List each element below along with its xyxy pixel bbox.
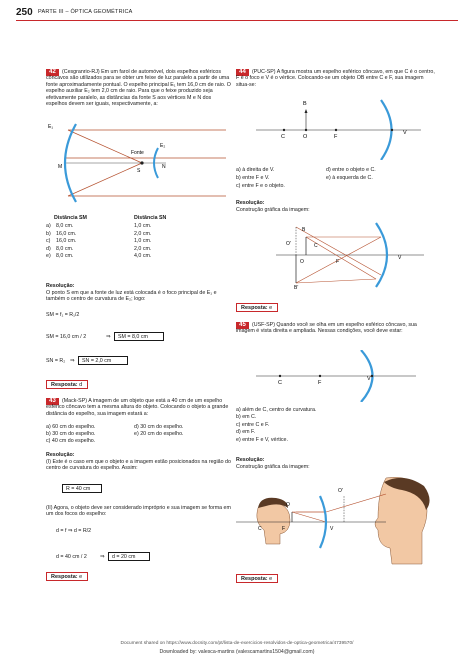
label-f: F <box>318 380 322 386</box>
q43-part1: (I) Este é o caso em que o objeto e a imagem estão posicionados na região do centro de curvatura do espelho. Assim: <box>46 459 231 472</box>
q43-number: 43 <box>46 398 59 405</box>
q45-answer: Resposta: e <box>236 574 278 583</box>
label-c: C <box>258 526 262 532</box>
q43-resolution-title: Resolução: <box>46 452 75 458</box>
q44-opt-b: b) entre F e V. <box>236 175 270 181</box>
q42-eq2-box: SM = 8,0 cm <box>114 332 164 341</box>
q42-col-sm: Distância SM <box>54 215 87 221</box>
q42-eq1: SM = f₁ = R₁/2 <box>46 312 80 318</box>
label-b1: B' <box>294 285 299 289</box>
q42-eq3-left: SN = R₂ <box>46 358 66 364</box>
q42-eq3-box: SN = 2,0 cm <box>78 356 128 365</box>
q42-resolution-title: Resolução: <box>46 283 75 289</box>
label-o1: O' <box>286 241 291 247</box>
label-e1: E₁ <box>48 124 54 130</box>
label-fonte: Fonte <box>131 150 144 156</box>
q45-resolution-figure <box>236 474 436 566</box>
face-icon-image <box>375 477 430 564</box>
q43-opt-a: a) 60 cm do espelho. <box>46 424 96 430</box>
q45-option-4: e) entre F e V, vértice. <box>236 436 288 443</box>
q44-resolution-figure <box>236 217 436 289</box>
label-b: B <box>302 227 306 233</box>
label-o: O <box>300 259 304 265</box>
q42-option-row: a) 8,0 cm. 1,0 cm. <box>46 223 152 229</box>
label-m: M <box>58 164 63 170</box>
q42-answer: Resposta: d <box>46 380 88 389</box>
q42-options <box>46 223 226 261</box>
label-o: O <box>303 134 308 140</box>
q45-option-2: c) entre C e F. <box>236 421 270 428</box>
page-number: 250 <box>16 7 33 18</box>
q45-resolution-title: Resolução: <box>236 457 265 463</box>
label-n: N <box>162 164 166 170</box>
label-v: V <box>403 130 407 136</box>
label-b: B <box>303 101 307 107</box>
q42-resolution-text: O ponto S em que a fonte de luz está colocada é o foco principal de E₁ e também o centro de curvatura de E₂; logo: <box>46 290 217 303</box>
q43-opt-d: d) 30 cm do espelho. <box>134 424 184 430</box>
q43-opt-b: b) 30 cm do espelho. <box>46 431 96 437</box>
q42-option-row: e) 8,0 cm. 4,0 cm. <box>46 253 152 259</box>
q45-resolution-text: Construção gráfica da imagem: <box>236 464 310 470</box>
label-f: F <box>336 259 340 265</box>
q44-statement: (PUC-SP) A figura mostra um espelho esférico côncavo, em que C é o centro, F é o foco e V é o vértice. Colocando-se um objeto OB entre C e F, sua imagem situa-se: <box>236 69 435 88</box>
q44-opt-e: e) à esquerda de C. <box>326 175 373 181</box>
q44-opt-c: c) entre F e o objeto. <box>236 183 285 189</box>
q43-eq2-left: d = 40 cm / 2 <box>56 554 87 560</box>
q43-eq2-box: d = 20 cm <box>108 552 150 561</box>
q42-option-row: c) 16,0 cm. 1,0 cm. <box>46 238 152 244</box>
label-f: F <box>282 526 286 532</box>
q43-opt-e: e) 20 cm do espelho. <box>134 431 184 437</box>
label-v: V <box>330 526 334 532</box>
q45-number: 45 <box>236 322 249 329</box>
label-o: O <box>286 502 290 508</box>
q42-option-row: b) 16,0 cm. 2,0 cm. <box>46 230 152 237</box>
q45-statement: (USF-SP) Quando você se olha em um espelho esférico côncavo, sua imagem é vista direita e ampliada. Nessas condições, você deve estar: <box>236 322 417 335</box>
section-title: PARTE III – ÓPTICA GEOMÉTRICA <box>38 9 133 15</box>
label-v: V <box>398 255 402 261</box>
q43-eq1: d = f ⇒ d = R/2 <box>56 528 92 534</box>
label-f: F <box>334 134 338 140</box>
q45-option-3: d) em F. <box>236 429 256 436</box>
q42-col-sn: Distância SN <box>134 215 167 221</box>
q44-opt-a: a) à direita de V. <box>236 167 275 173</box>
q43-statement: (Mack-SP) A imagem de um objeto que está a 40 cm de um espelho esférico côncavo tem a mesma altura do objeto. Colocando o objeto a grande distância do espelho, sua imagem estará a: <box>46 398 229 417</box>
header-rule <box>16 20 458 21</box>
label-v: V <box>367 376 371 382</box>
label-o1: O' <box>338 488 343 494</box>
q42-number: 42 <box>46 69 59 76</box>
q44-resolution-text: Construção gráfica da imagem: <box>236 207 310 213</box>
q44-opt-d: d) entre o objeto e C. <box>326 167 376 173</box>
footer-downloaded: Downloaded by: valesca-martins (valescamartins1504@gmail.com) <box>159 649 315 655</box>
q45-figure <box>236 350 436 402</box>
q45-option-1: b) em C. <box>236 414 257 421</box>
q42-statement: (Cesgranrio-RJ) Em um farol de automóvel, dois espelhos esféricos côncavos são utilizados para se obter um feixe de luz paralelo a partir de uma fonte aproximadamente pontual. O espelho principal E₁ tem 16,0 cm de raio. O espelho auxiliar E₂ tem 2,0 cm de raio. Para que o feixe produzido seja efetivamente paralelo, as distâncias da fonte S aos vértices M e N dos espelhos devem ser iguais, respectivamente, a: <box>46 69 231 108</box>
q42-figure <box>46 122 232 204</box>
q43-part2: (II) Agora, o objeto deve ser considerado impróprio e sua imagem se forma em um dos focos do espelho: <box>46 505 231 518</box>
label-c: C <box>281 134 285 140</box>
label-c: C <box>278 380 282 386</box>
q45-option-0: a) além de C, centro de curvatura. <box>236 407 317 413</box>
q44-answer: Resposta: e <box>236 303 278 312</box>
footer-shared: Document shared on https://www.docsity.com/pt/lista-de-exercicios-resolvidos-de-optica-geometrica/4739570/ <box>120 641 354 646</box>
q43-answer: Resposta: e <box>46 572 88 581</box>
q45-options <box>236 407 316 444</box>
q43-part1-box: R = 40 cm <box>62 484 102 493</box>
q43-opt-c: c) 40 cm do espelho. <box>46 438 96 444</box>
q44-resolution-title: Resolução: <box>236 200 265 206</box>
q42-eq2-left: SM = 16,0 cm / 2 <box>46 334 87 340</box>
q44-figure <box>236 92 436 160</box>
label-c: C <box>314 243 318 249</box>
q42-option-row: d) 8,0 cm. 2,0 cm. <box>46 245 152 252</box>
label-e2: E₂ <box>160 143 166 149</box>
q44-number: 44 <box>236 69 249 76</box>
label-s: S <box>137 168 141 174</box>
